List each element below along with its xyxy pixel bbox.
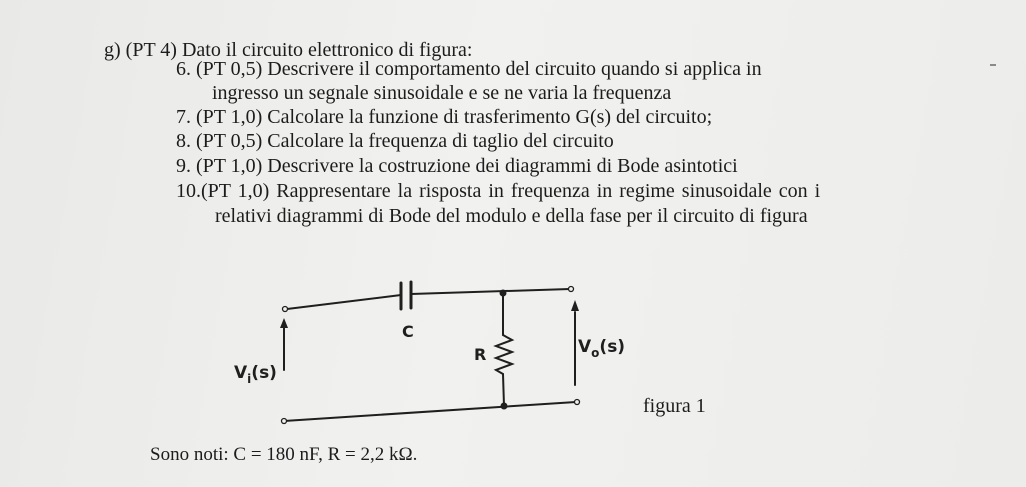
item-6-line-1: 6. (PT 0,5) Descrivere il comportamento del circuito quando si applica in [176,58,762,80]
input-voltage-label [234,363,277,386]
input-voltage-symbol: V [234,363,248,383]
wire-top-right [411,289,570,294]
output-voltage-label [578,337,625,360]
figure-caption: figura 1 [643,395,706,417]
input-arrow-head [280,318,288,328]
exercise-heading: g) (PT 4) Dato il circuito elettronico di figura: [104,39,473,61]
item-8: 8. (PT 0,5) Calcolare la frequenza di taglio del circuito [176,130,614,152]
item-6-line-2: ingresso un segnale sinusoidale e se ne varia la frequenza [212,82,672,104]
item-10-line-1: 10.(PT 1,0) Rappresentare la risposta in frequenza in regime sinusoidale con i [176,180,821,202]
input-voltage-subscript: i [247,372,252,386]
item-9: 9. (PT 1,0) Descrivere la costruzione dei diagrammi di Bode asintotici [176,155,738,177]
wire-bottom [284,402,576,421]
edge-mark [990,64,996,66]
output-voltage-symbol: V [578,337,592,357]
terminal-input-bottom [282,419,287,424]
node-bottom [501,403,508,410]
resistor-lead-bottom [503,374,504,406]
node-top [500,290,507,297]
capacitor-label: C [402,322,414,341]
input-voltage-argument: (s) [251,363,277,383]
given-values: Sono noti: C = 180 nF, R = 2,2 kΩ. [150,444,418,465]
item-7: 7. (PT 1,0) Calcolare la funzione di trasferimento G(s) del circuito; [176,106,713,128]
resistor-zigzag [496,335,512,374]
terminal-output-top [569,287,574,292]
terminal-input-top [283,307,288,312]
output-voltage-argument: (s) [599,337,626,357]
resistor-label: R [474,345,487,364]
item-10-line-2: relativi diagrammi di Bode del modulo e della fase per il circuito di figura [215,205,808,227]
terminal-output-bottom [575,400,580,405]
wire-top-left [287,295,401,309]
output-voltage-subscript: o [591,346,600,360]
output-arrow-head [571,300,579,311]
